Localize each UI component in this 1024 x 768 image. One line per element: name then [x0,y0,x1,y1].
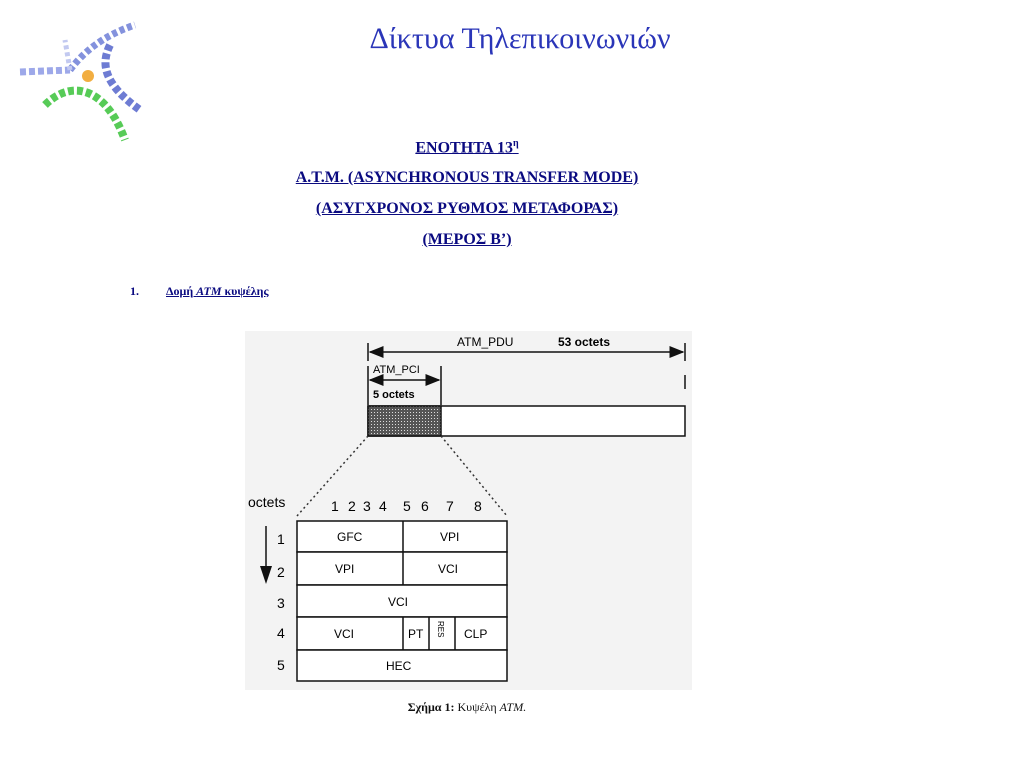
row-number: 5 [277,657,285,673]
topic-heading-gr: (ΑΣΥΓΧΡΟΝΟΣ ΡΥΘΜΟΣ ΜΕΤΑΦΟΡΑΣ) [315,200,619,217]
octets-label: octets [248,494,286,510]
bit-number: 8 [474,498,482,514]
bit-numbers [331,498,482,514]
row-number: 1 [277,531,285,547]
field-clp: CLP [464,627,488,641]
pci-size: 5 octets [373,389,415,401]
bit-number: 1 [331,498,339,514]
section-number: 1. [130,284,139,298]
bit-number: 2 [348,498,356,514]
field-hec: HEC [386,659,412,673]
field-vci: VCI [438,562,459,576]
field-res: RES [436,621,445,638]
bit-number: 4 [379,498,387,514]
field-vpi: VPI [440,530,460,544]
figure-caption: Σχήμα 1: Κυψέλη ATM. [407,700,527,714]
row-numbers [277,531,285,673]
bit-number: 7 [446,498,454,514]
row-number: 3 [277,595,285,611]
topic-heading-en: A.T.M. (ASYNCHRONOUS TRANSFER MODE) [295,169,639,186]
row-number: 2 [277,564,285,580]
pci-label: ATM_PCI [373,364,420,376]
atm-cell-diagram [245,331,692,690]
field-vpi: VPI [335,562,355,576]
header-block [368,406,441,436]
row-number: 4 [277,625,285,641]
unit-heading: ΕΝΟΤΗΤΑ $13^\eta$ [415,138,519,157]
part-heading: (ΜΕΡΟΣ Β’) [422,231,512,248]
slide-title: Δίκτυα Τηλεπικοινωνιών [369,22,671,55]
field-pt: PT [408,627,424,641]
section-heading: 1. Δομή ATM κυψέλης [130,284,269,298]
pdu-size: 53 octets [558,335,611,349]
pdu-label: ATM_PDU [457,335,514,349]
field-vci: VCI [334,627,355,641]
bit-number: 5 [403,498,411,514]
bit-number: 6 [421,498,429,514]
atm-cell-figure [245,331,692,690]
field-vci: VCI [388,595,409,609]
field-gfc: GFC [337,530,363,544]
bit-number: 3 [363,498,371,514]
